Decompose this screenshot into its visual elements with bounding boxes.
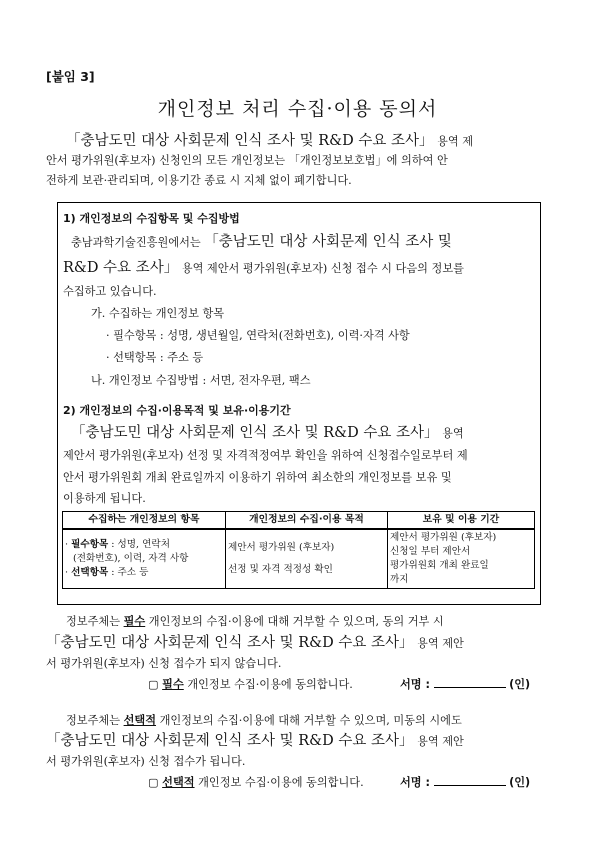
consent-1-line-2: 「충남도민 대상 사회문제 인식 조사 및 R&D 수요 조사」 용역 제안	[46, 635, 464, 651]
intro-line-2: 안서 평가위원(후보자) 신청인의 모든 개인정보는 「개인정보보호법」에 의하여 안	[46, 154, 448, 167]
section-1-line-2: R&D 수요 조사」 용역 제안서 평가위원(후보자) 신청 접수 시 다음의 정보를	[63, 260, 464, 276]
optional-items: · 선택항목 : 주소 등	[106, 351, 204, 364]
table-cell-period: 제안서 평가위원 (후보자) 신청일 부터 제안서 평가위원회 개최 완료일 까지	[388, 529, 535, 589]
intro-line-3: 전하게 보관·관리되며, 이용기간 종료 시 지체 없이 폐기합니다.	[46, 174, 352, 187]
consent-1-line-1: 정보주체는 필수 개인정보의 수집·이용에 대해 거부할 수 있으며, 동의 거부 시	[66, 615, 444, 628]
attachment-tag: [붙임 3]	[46, 69, 95, 84]
consent-2-line-2: 「충남도민 대상 사회문제 인식 조사 및 R&D 수요 조사」 용역 제안	[46, 733, 464, 749]
consent-1-agree-row: ▢ 필수 개인정보 수집·이용에 동의합니다.	[148, 678, 353, 691]
table-row	[63, 529, 535, 589]
optional-consent-checkbox[interactable]: ▢	[148, 776, 159, 789]
table-header-purpose: 개인정보의 수집·이용 목적	[226, 512, 388, 530]
section-1-line-3: 수집하고 있습니다.	[63, 285, 157, 298]
consent-2-line-3: 서 평가위원(후보자) 신청 접수가 됩니다.	[46, 755, 246, 768]
section-2-line-2: 제안서 평가위원(후보자) 선정 및 자격적정여부 확인을 위하여 신청접수일로부터 제	[63, 449, 468, 462]
section-2-heading: 2) 개인정보의 수집·이용목적 및 보유·이용기간	[63, 404, 291, 417]
section-1-line-1: 충남과학기술진흥원에서는 「충남도민 대상 사회문제 인식 조사 및	[71, 234, 452, 250]
signature-field-1[interactable]: 서명 : (인)	[400, 678, 531, 691]
section-1-heading: 1) 개인정보의 수집항목 및 수집방법	[63, 212, 240, 225]
consent-2-line-1: 정보주체는 선택적 개인정보의 수집·이용에 대해 거부할 수 있으며, 미동의 시에도	[66, 714, 462, 727]
table-header-items: 수집하는 개인정보의 항목	[63, 512, 226, 530]
purpose-table	[62, 511, 535, 589]
collected-items-heading: 가. 수집하는 개인정보 항목	[91, 307, 225, 320]
section-2-line-3: 안서 평가위원회 개최 완료일까지 이용하기 위하여 최소한의 개인정보를 보유 및	[63, 471, 452, 484]
signature-field-2[interactable]: 서명 : (인)	[400, 776, 531, 789]
collection-method: 나. 개인정보 수집방법 : 서면, 전자우편, 팩스	[91, 374, 311, 387]
table-cell-purpose: 제안서 평가위원 (후보자) 선정 및 자격 적정성 확인	[226, 529, 388, 589]
section-2-line-1: 「충남도민 대상 사회문제 인식 조사 및 R&D 수요 조사」 용역	[71, 425, 464, 441]
page-title: 개인정보 처리 수집·이용 동의서	[157, 98, 438, 120]
required-consent-checkbox[interactable]: ▢	[148, 678, 159, 691]
table-header-period: 보유 및 이용 기간	[388, 512, 535, 530]
table-header-row	[63, 512, 535, 530]
consent-2-agree-row: ▢ 선택적 개인정보 수집·이용에 동의합니다.	[148, 776, 364, 789]
consent-1-line-3: 서 평가위원(후보자) 신청 접수가 되지 않습니다.	[46, 657, 282, 670]
required-items: · 필수항목 : 성명, 생년월일, 연락처(전화번호), 이력·자격 사항	[106, 329, 410, 342]
section-2-line-4: 이용하게 됩니다.	[63, 492, 146, 505]
table-cell-items: · 필수항목 : 성명, 연락처 (전화번호), 이력, 자격 사항 · 선택항목 : 주소 등	[63, 529, 226, 589]
intro-line-1: 「충남도민 대상 사회문제 인식 조사 및 R&D 수요 조사」 용역 제	[66, 133, 474, 149]
